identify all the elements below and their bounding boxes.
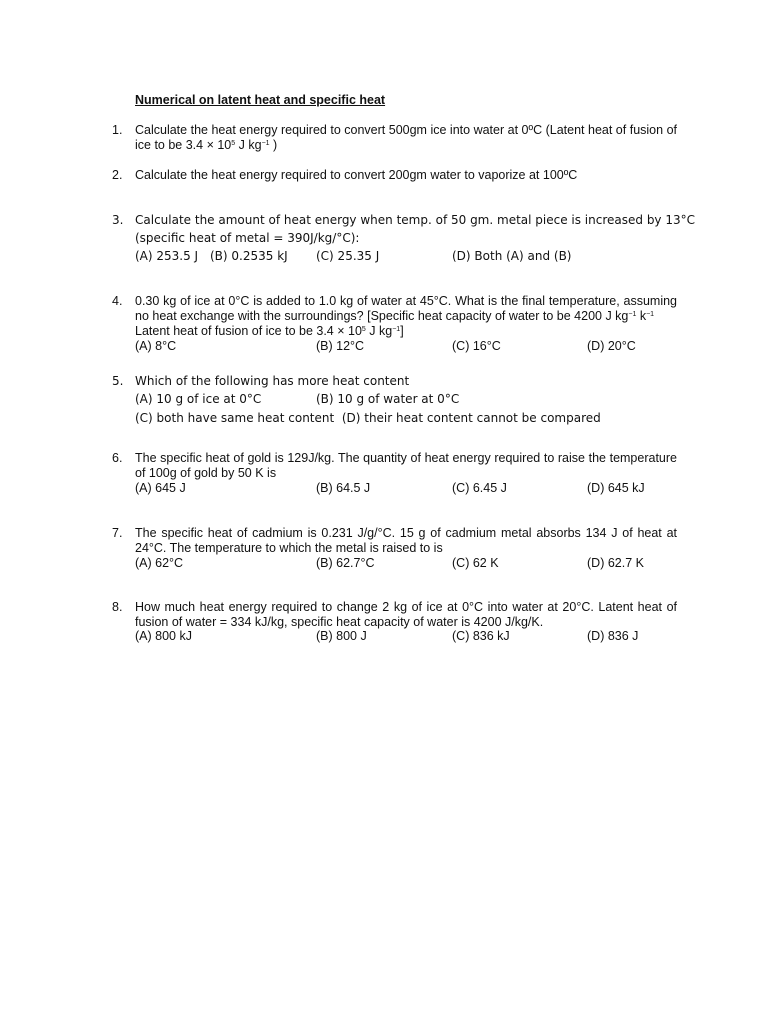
option-a: (A) 253.5 J (135, 249, 199, 263)
option-c: (C) 16°C (452, 339, 501, 353)
options-row-1 (135, 392, 695, 408)
option-c: (C) 6.45 J (452, 481, 507, 495)
question-text: The specific heat of gold is 129J/kg. The quantity of heat energy required to raise the temperature of 100g of gold by 50 K is (135, 451, 677, 480)
options-row (135, 556, 695, 572)
option-d: (D) 20°C (587, 339, 636, 353)
page-title: Numerical on latent heat and specific heat (135, 93, 386, 107)
question-number: 1. (112, 123, 123, 137)
option-a: (A) 800 kJ (135, 629, 192, 643)
question-number: 2. (112, 168, 123, 182)
options-row-2 (135, 411, 695, 427)
question-text-line-1: Calculate the amount of heat energy when temp. of 50 gm. metal piece is increased by 13°C (135, 213, 695, 227)
option-a: (A) 10 g of ice at 0°C (135, 392, 262, 406)
question-text: How much heat energy required to change 2 kg of ice at 0°C into water at 20°C. Latent heat of fusion of water = 334 kJ/kg, specific heat capacity of water is 4200 J/kg/K. (135, 600, 677, 629)
option-d: (D) Both (A) and (B) (452, 249, 572, 263)
option-a: (A) 645 J (135, 481, 186, 495)
options-row (135, 249, 695, 265)
question-text: Which of the following has more heat content (135, 374, 410, 388)
question-text: 0.30 kg of ice at 0°C is added to 1.0 kg of water at 45°C. What is the final temperature, assuming no heat exchange with the surroundings? [Specific heat capacity of water to be 4200 J $kg^{-1}$ $k^{-1}$ Latent heat of fusion of ice to be $3.4 \times 10^5$ J $kg^{-1}$] (135, 294, 677, 338)
option-b: (B) 0.2535 kJ (210, 249, 288, 263)
option-b: (B) 62.7°C (316, 556, 375, 570)
question-text: The specific heat of cadmium is 0.231 J/g/°C. 15 g of cadmium metal absorbs 134 J of heat at 24°C. The temperature to which the metal is raised to is (135, 526, 677, 555)
option-a: (A) 62°C (135, 556, 184, 570)
option-b: (B) 10 g of water at 0°C (316, 392, 460, 406)
question-text: Calculate the heat energy required to convert 500gm ice into water at 0ºC (Latent heat of fusion of ice to be $3.4 \times 10^5$ J $kg^{-1}$ ) (135, 123, 677, 152)
option-c: (C) 25.35 J (316, 249, 380, 263)
question-number: 5. (112, 374, 124, 388)
option-b: (B) 800 J (316, 629, 367, 643)
option-a: (A) 8°C (135, 339, 177, 353)
options-row (135, 481, 695, 497)
option-d: (D) 645 kJ (587, 481, 645, 495)
question-number: 7. (112, 526, 123, 540)
option-d: (D) 62.7 K (587, 556, 644, 570)
question-number: 6. (112, 451, 123, 465)
question-number: 4. (112, 294, 123, 308)
option-c: (C) 836 kJ (452, 629, 510, 643)
question-text: Calculate the heat energy required to convert 200gm water to vaporize at 100ºC (135, 168, 578, 182)
question-number: 3. (112, 213, 124, 227)
options-row (135, 339, 695, 355)
options-row (135, 629, 695, 645)
option-b: (B) 12°C (316, 339, 365, 353)
question-number: 8. (112, 600, 123, 614)
question-text-line-2: (specific heat of metal = 390J/kg/°C): (135, 231, 360, 245)
option-c-d: (C) both have same heat content (D) their heat content cannot be compared (135, 411, 601, 425)
option-d: (D) 836 J (587, 629, 639, 643)
option-b: (B) 64.5 J (316, 481, 371, 495)
option-c: (C) 62 K (452, 556, 499, 570)
